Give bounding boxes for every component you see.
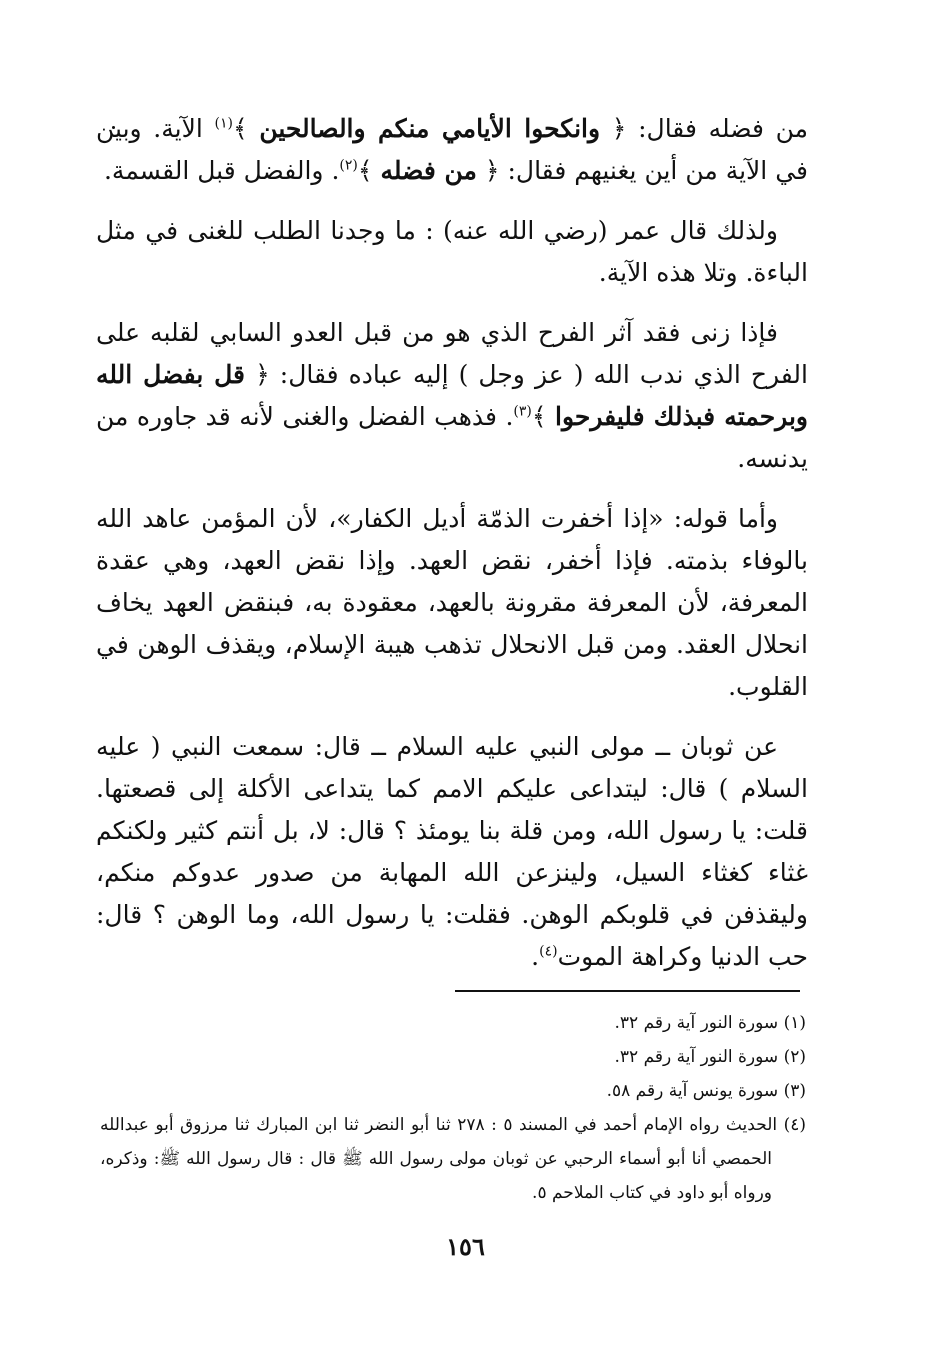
quote-bracket: ﴿ — [476, 156, 500, 185]
text-run: ولذلك قال عمر (رضي الله عنه) : ما وجدنا الطلب للغنى في مثل الباءة. وتلا هذه الآية. — [96, 216, 808, 287]
quran-quote: من فضله — [380, 156, 477, 185]
text-run: من فضله فقال: — [626, 114, 809, 143]
text-run: الآية. وبين في الآية من أين يغنيهم فقال: — [96, 114, 808, 185]
text-run: فإذا زنى فقد آثر الفرح الذي هو من قبل العدو السابي لقلبه على الفرح الذي ندب الله ( عز وجل ) إليه عباده فقال: — [96, 318, 808, 389]
paragraph-3 — [96, 312, 808, 480]
paragraph-1 — [96, 108, 808, 192]
footnote-ref: (١) — [214, 115, 233, 132]
quote-bracket: ﴿ — [245, 360, 270, 389]
footnote-2: (٢) سورة النور آية رقم ٣٢. — [614, 1047, 806, 1067]
text-run: . فذهب الفضل والغنى لأنه قد جاوره من يدنسه. — [96, 402, 808, 473]
footnote-ref: (٢) — [339, 157, 358, 174]
main-text — [96, 108, 808, 996]
footnote-4: (٤) الحديث رواه الإمام أحمد في المسند ٥ : ٢٧٨ ثنا أبو النضر ثنا ابن المبارك ثنا مرزوق أبو عبدالله الحمصي أنا أبو أسماء الرحبي عن ثوبان مولى رسول الله ﷺ قال : قال رسول الله ﷺ: وذكره، ورواه أبو داود في كتاب الملاحم ٥. — [100, 1115, 806, 1203]
footnote-3: (٣) سورة يونس آية رقم ٥٨. — [606, 1081, 806, 1101]
paragraph-2 — [96, 210, 808, 294]
quote-bracket: ﴾ — [531, 402, 555, 431]
quote-bracket: ﴾ — [357, 156, 381, 185]
paragraph-5 — [96, 726, 808, 978]
footnotes — [100, 1006, 806, 1210]
text-run: عن ثوبان ــ مولى النبي عليه السلام ــ قال: سمعت النبي ( عليه السلام ) قال: ليتداعى عليكم الامم كما يتداعى الأكلة إلى قصعتها. قلت: يا رسول الله، ومن قلة بنا يومئذ ؟ قال: لا، بل أنتم كثير ولكنكم غثاء كغثاء السيل، ولينزعن الله المهابة من صدور عدوكم منكم، وليقذفن في قلوبكم الوهن. فقلت: يا رسول الله، وما الوهن ؟ قال: حب الدنيا وكراهة الموت — [96, 732, 808, 971]
quran-quote: وانكحوا الأيامي منكم والصالحين — [259, 114, 601, 143]
footnote-1: (١) سورة النور آية رقم ٣٢. — [614, 1013, 806, 1033]
text-run: . — [531, 942, 540, 971]
paragraph-4 — [96, 498, 808, 708]
text-run: . والفضل قبل القسمة. — [103, 156, 340, 185]
quran-quote: قل بفضل الله وبرحمته فبذلك فليفرحوا — [96, 360, 808, 431]
quote-bracket: ﴾ — [232, 114, 260, 143]
footnote-divider — [455, 990, 800, 992]
text-run: وأما قوله: «إذا أخفرت الذمّة أديل الكفار»، لأن المؤمن عاهد الله بالوفاء بذمته. فإذا أخفر، نقض العهد. وإذا نقض العهد، وهي عقدة المعرفة، لأن المعرفة مقرونة بالعهد، معقودة به، فبنقض العهد يخاف انحلال العقد. ومن قبل الانحلال تذهب هيبة الإسلام، ويقذف الوهن في القلوب. — [96, 504, 808, 701]
page-number: ١٥٦ — [446, 1232, 485, 1261]
footnote-ref: (٣) — [513, 403, 532, 420]
footnote-ref: (٤) — [539, 943, 558, 960]
quote-bracket: ﴿ — [600, 114, 627, 143]
